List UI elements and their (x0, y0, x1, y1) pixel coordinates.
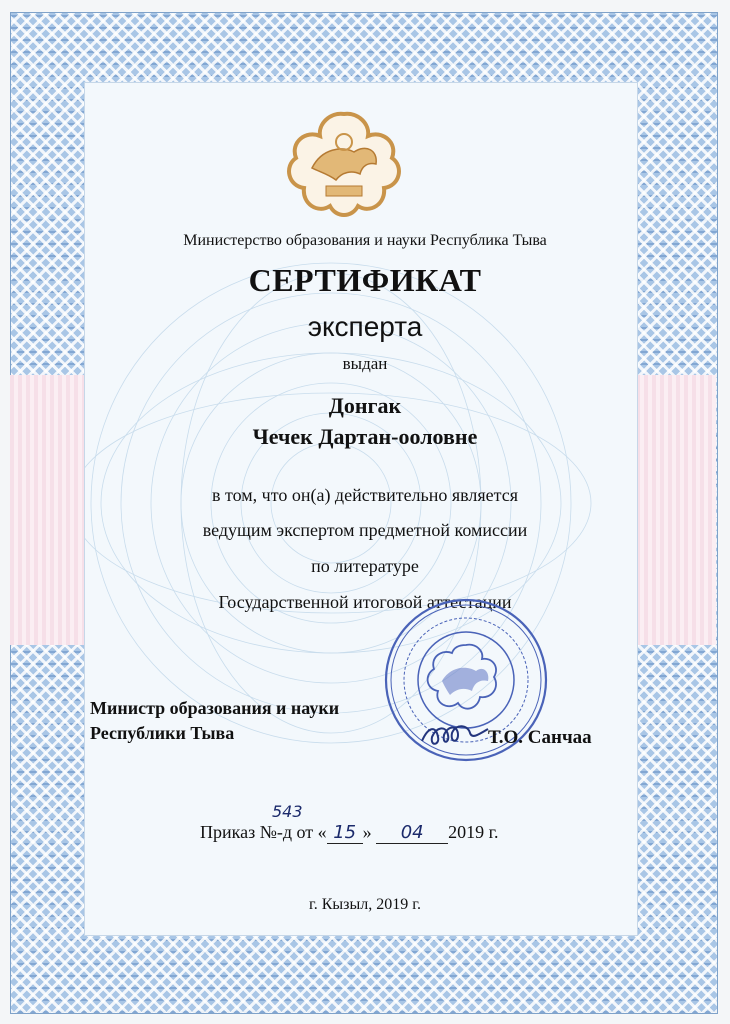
signatory-title-line-2: Республики Тыва (90, 723, 235, 743)
body-line-2: ведущим экспертом предметной комиссии (202, 520, 528, 540)
order-line (200, 822, 499, 844)
recipient-name: Чечек Дартан-ооловне (252, 424, 478, 449)
signatory-name: Т.О. Санчаа (488, 727, 592, 748)
city-year: г. Кызыл, 2019 г. (309, 896, 421, 913)
order-day: 15 (327, 822, 363, 844)
certificate-subtitle: эксперта (307, 311, 423, 342)
ministry-line: Министерство образования и науки Республика Тыва (183, 232, 547, 249)
issued-label: выдан (342, 354, 388, 373)
order-month: 04 (376, 822, 448, 844)
signatory-title-line-1: Министр образования и науки (90, 698, 340, 718)
body-line-3: по литературе (311, 556, 419, 576)
recipient-surname: Донгак (328, 393, 402, 418)
order-prefix: Приказ №-д от « (200, 822, 327, 842)
tuva-emblem-logo (282, 108, 406, 220)
order-number-handwritten: 543 (272, 802, 303, 821)
signature (418, 715, 498, 755)
order-suffix: 2019 г. (448, 822, 499, 842)
body-line-4: Государственной итоговой аттестации (218, 592, 512, 612)
body-line-1: в том, что он(а) действительно является (211, 485, 519, 505)
certificate-title: СЕРТИФИКАТ (248, 262, 482, 298)
order-mid: » (362, 822, 372, 842)
